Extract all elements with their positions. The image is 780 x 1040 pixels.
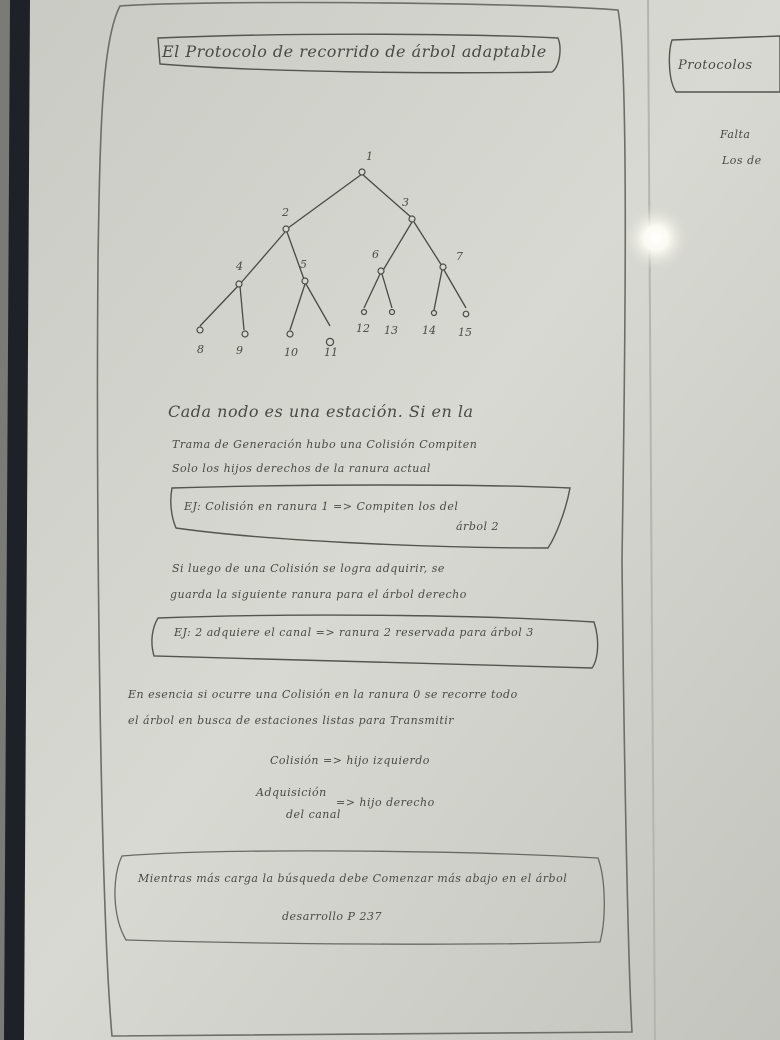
note-line-2: desarrollo P 237 bbox=[282, 910, 382, 923]
rule-collision: Colisión => hijo izquierdo bbox=[270, 754, 430, 767]
tree-leaf-label: 11 bbox=[324, 346, 338, 359]
right-panel-line-2: Los de bbox=[722, 154, 762, 167]
rule-acquisition-label: Adquisición bbox=[256, 786, 327, 799]
rule-acquisition-label-2: del canal bbox=[286, 808, 341, 821]
tree-leaf-label: 9 bbox=[236, 344, 243, 357]
paragraph-2-line-1: Si luego de una Colisión se logra adquirir, se bbox=[172, 562, 445, 575]
tree-leaf-label: 8 bbox=[197, 343, 204, 356]
right-panel-title: Protocolos bbox=[678, 58, 753, 73]
paragraph-3-line-1: En esencia si ocurre una Colisión en la ranura 0 se recorre todo bbox=[128, 688, 518, 701]
example-2-line-1: EJ: 2 adquiere el canal => ranura 2 reservada para árbol 3 bbox=[174, 626, 534, 639]
example-1-line-2: árbol 2 bbox=[456, 520, 499, 533]
right-panel-line-1: Falta bbox=[720, 128, 751, 141]
rule-acquisition-result: => hijo derecho bbox=[336, 796, 435, 809]
page-title: El Protocolo de recorrido de árbol adaptable bbox=[162, 42, 547, 61]
paragraph-1-line-2: Trama de Generación hubo una Colisión Compiten bbox=[172, 438, 478, 451]
tree-leaf-label: 14 bbox=[422, 324, 436, 337]
tree-leaf-label: 15 bbox=[458, 326, 472, 339]
tree-node-label: 6 bbox=[372, 248, 379, 261]
paragraph-1-line-3: Solo los hijos derechos de la ranura actual bbox=[172, 462, 431, 475]
tree-node-label: 5 bbox=[300, 258, 307, 271]
paragraph-3-line-2: el árbol en busca de estaciones listas para Transmitir bbox=[128, 714, 455, 727]
paragraph-2-line-2: guarda la siguiente ranura para el árbol derecho bbox=[170, 588, 467, 601]
tree-leaf-label: 13 bbox=[384, 324, 398, 337]
example-1-line-1: EJ: Colisión en ranura 1 => Compiten los del bbox=[184, 500, 459, 513]
tree-leaf-label: 10 bbox=[284, 346, 298, 359]
note-line-1: Mientras más carga la búsqueda debe Comenzar más abajo en el árbol bbox=[138, 872, 568, 885]
tree-node-label: 3 bbox=[402, 196, 409, 209]
paragraph-1-line-1: Cada nodo es una estación. Si en la bbox=[168, 402, 474, 421]
tree-node-label: 2 bbox=[282, 206, 289, 219]
tree-node-label: 1 bbox=[366, 150, 373, 163]
tree-node-label: 4 bbox=[236, 260, 243, 273]
tree-leaf-label: 12 bbox=[356, 322, 370, 335]
tree-node-label: 7 bbox=[456, 250, 463, 263]
